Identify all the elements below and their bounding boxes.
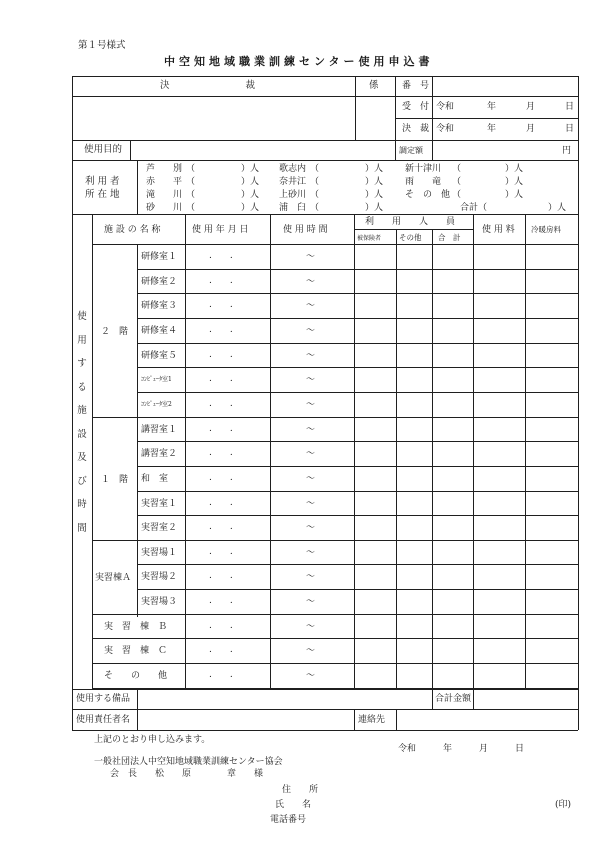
room-name: ｺﾝﾋﾟｭｰﾀ室2 (141, 401, 172, 408)
purpose-field[interactable] (131, 141, 394, 159)
room-name: 実 習 棟 Ｃ (104, 646, 168, 656)
responsible-label: 使用責任者名 (76, 715, 131, 725)
paren-person: ）人 (365, 203, 384, 213)
applicant-name-label: 氏 名 (275, 800, 312, 810)
row-divider (137, 491, 578, 492)
paren-person: ）人 (241, 164, 260, 174)
time-range-tilde[interactable]: ～ (306, 400, 316, 410)
era-label: 令和 (436, 102, 455, 112)
room-name: 研修室３ (141, 301, 178, 311)
date-placeholder[interactable]: . . (209, 473, 233, 483)
date-placeholder[interactable]: . . (209, 596, 233, 606)
equipment-label: 使用する備品 (76, 694, 131, 704)
date-placeholder[interactable]: . . (209, 276, 233, 286)
city-takikawa: 滝 川 (146, 190, 183, 200)
room-name: そ の 他 (104, 671, 168, 681)
day-label: 日 (565, 124, 575, 134)
room-name: ｺﾝﾋﾟｭｰﾀ室1 (141, 376, 172, 383)
room-name: 実習室２ (141, 523, 178, 533)
room-name: 研修室１ (141, 252, 178, 262)
row-divider (92, 614, 578, 615)
date-placeholder[interactable]: . . (209, 547, 233, 557)
date-placeholder[interactable]: . . (209, 399, 233, 409)
side-label-char: 使 (77, 311, 87, 322)
contact-label: 連絡先 (358, 715, 386, 725)
room-name: 講習室１ (141, 425, 178, 435)
time-range-tilde[interactable]: ～ (306, 646, 316, 656)
phone-label: 電話番号 (270, 815, 307, 825)
room-name: 研修室５ (141, 351, 178, 361)
paren: （ (186, 164, 196, 174)
date-placeholder[interactable]: . . (209, 424, 233, 434)
row-divider (137, 515, 578, 516)
purpose-label: 使用目的 (84, 144, 123, 155)
room-name: 実習場３ (141, 597, 178, 607)
usage-date-header: 使 用 年 月 日 (192, 225, 249, 235)
era-label: 令和 (436, 124, 455, 134)
paren: （ (310, 177, 320, 187)
facility-time-side-label (75, 305, 89, 540)
time-range-tilde[interactable]: ～ (306, 499, 316, 509)
side-label-char: 間 (77, 522, 87, 534)
city-shintotsukawa: 新十津川 (405, 164, 442, 174)
paren: （ (310, 203, 320, 213)
row-divider (92, 638, 578, 639)
city-akabira: 赤 平 (146, 177, 183, 187)
city-sunagawa: 砂 川 (146, 203, 183, 213)
paren: （ (452, 177, 462, 187)
insured-header: 被保険者 (357, 235, 382, 242)
year-label: 年 (487, 102, 497, 112)
time-range-tilde[interactable]: ～ (306, 671, 316, 681)
room-name: 実 習 棟 Ｂ (104, 622, 168, 632)
time-range-tilde[interactable]: ～ (306, 425, 316, 435)
city-uryu: 雨 竜 (405, 177, 442, 187)
group-floor-2: ２ 階 (101, 327, 129, 337)
paren-person: ）人 (505, 177, 524, 187)
city-naie: 奈井江 (279, 177, 307, 187)
side-label-char: 用 (77, 334, 87, 346)
room-name: 和 室 (141, 474, 169, 484)
side-label-char: び (77, 475, 87, 487)
president-name: 会 長 松 原 章 様 (110, 769, 264, 779)
fee-header: 使 用 料 (482, 225, 515, 235)
room-name: 実習場１ (141, 548, 178, 558)
staff-label: 係 (369, 80, 379, 91)
room-name: 研修室２ (141, 277, 178, 287)
time-range-tilde[interactable]: ～ (306, 301, 316, 311)
paren-person: ）人 (241, 203, 260, 213)
date-placeholder[interactable]: . . (209, 325, 233, 335)
paren-person: ）人 (241, 190, 260, 200)
form-number: 第１号様式 (78, 40, 126, 51)
time-range-tilde[interactable]: ～ (306, 622, 316, 632)
row-divider (137, 367, 578, 368)
row-divider (137, 441, 578, 442)
time-range-tilde[interactable]: ～ (306, 351, 316, 361)
row-divider (137, 343, 578, 344)
side-label-char: 設 (77, 428, 87, 440)
time-range-tilde[interactable]: ～ (306, 326, 316, 336)
heating-fee-header: 冷暖房料 (531, 225, 561, 234)
month-label: 月 (526, 124, 536, 134)
paren: （ (452, 164, 462, 174)
row-divider (137, 293, 578, 294)
responsible-field[interactable] (138, 710, 353, 729)
side-label-char: す (77, 358, 87, 369)
date-placeholder[interactable]: . . (209, 350, 233, 360)
yen-label: 円 (562, 146, 572, 156)
paren: （ (452, 190, 462, 200)
page-title: 中空知地域職業訓練センター使用申込書 (164, 55, 434, 68)
row-divider (137, 318, 578, 319)
time-range-tilde[interactable]: ～ (306, 548, 316, 558)
row-divider (137, 269, 578, 270)
row-divider (137, 392, 578, 393)
date-placeholder[interactable]: . . (209, 498, 233, 508)
time-range-tilde[interactable]: ～ (306, 523, 316, 533)
date-placeholder[interactable]: . . (209, 300, 233, 310)
date-placeholder[interactable]: . . (209, 571, 233, 581)
paren-person: ）人 (505, 164, 524, 174)
date-placeholder[interactable]: . . (209, 621, 233, 631)
room-name: 研修室４ (141, 326, 178, 336)
time-range-tilde[interactable]: ～ (306, 572, 316, 582)
total-header: 合 計 (438, 233, 461, 242)
city-kamisunagawa: 上砂川 (279, 190, 307, 200)
side-label-char: 施 (77, 405, 87, 416)
received-label: 受 付 (402, 102, 430, 112)
city-other: そ の 他 (405, 190, 451, 200)
date-placeholder[interactable]: . . (209, 448, 233, 458)
time-range-tilde[interactable]: ～ (306, 474, 316, 484)
room-name: 講習室２ (141, 449, 178, 459)
side-label-char: 時 (77, 499, 87, 510)
room-name: 実習室１ (141, 499, 178, 509)
paren-person: ）人 (365, 190, 384, 200)
total-unit: ）人 (548, 203, 567, 213)
row-divider (137, 466, 578, 467)
total-amount-label: 合計金額 (435, 694, 472, 704)
time-range-tilde[interactable]: ～ (306, 252, 316, 262)
year-label: 年 (487, 124, 497, 134)
number-label: 番 号 (402, 81, 430, 91)
paren: （ (310, 190, 320, 200)
row-divider (92, 540, 578, 541)
other-header: その他 (399, 233, 422, 242)
assessed-amount-label: 調定額 (399, 146, 423, 155)
approved-label: 決 裁 (402, 124, 430, 134)
side-label-char: る (77, 381, 87, 393)
users-header: 利 用 人 員 (365, 217, 456, 227)
contact-field[interactable] (397, 710, 577, 729)
month-label: 月 (526, 102, 536, 112)
row-divider (92, 417, 578, 418)
location-label: 所 在 地 (85, 189, 120, 200)
paren-person: ）人 (365, 177, 384, 187)
total-label: 合計（ (460, 203, 488, 213)
row-divider (137, 564, 578, 565)
side-label-char: 及 (77, 452, 87, 463)
equipment-field[interactable] (138, 690, 431, 708)
application-date: 令和 年 月 日 (398, 744, 525, 754)
seal-mark: (印) (555, 800, 572, 810)
date-placeholder[interactable]: . . (209, 522, 233, 532)
statement: 上記のとおり申し込みます。 (94, 735, 211, 745)
paren: （ (310, 164, 320, 174)
total-amount-field[interactable] (474, 690, 577, 708)
time-range-tilde[interactable]: ～ (306, 449, 316, 459)
group-building-a: 実習棟Ａ (95, 573, 132, 583)
organization-name: 一般社団法人中空知地域職業訓練センター協会 (94, 757, 283, 767)
city-urausu: 浦 臼 (279, 203, 307, 213)
paren-person: ）人 (241, 177, 260, 187)
day-label: 日 (565, 102, 575, 112)
date-placeholder[interactable]: . . (209, 645, 233, 655)
paren: （ (186, 203, 196, 213)
time-range-tilde[interactable]: ～ (306, 375, 316, 385)
group-floor-1: １ 階 (101, 475, 129, 485)
room-name: 実習場２ (141, 572, 178, 582)
paren: （ (186, 190, 196, 200)
facility-name-header: 施 設 の 名 称 (104, 225, 161, 235)
row-divider (92, 663, 578, 664)
approval-label: 決 裁 (160, 80, 256, 91)
city-utashinai: 歌志内 (279, 164, 307, 174)
address-label: 住 所 (282, 785, 319, 795)
paren-person: ）人 (365, 164, 384, 174)
time-range-tilde[interactable]: ～ (306, 277, 316, 287)
paren: （ (186, 177, 196, 187)
usage-time-header: 使 用 時 間 (283, 225, 328, 235)
row-divider (137, 589, 578, 590)
user-label: 利 用 者 (85, 176, 120, 187)
time-range-tilde[interactable]: ～ (306, 597, 316, 607)
paren-person: ）人 (505, 190, 524, 200)
date-placeholder[interactable]: . . (209, 251, 233, 261)
city-ashibetsu: 芦 別 (146, 164, 183, 174)
date-placeholder[interactable]: . . (209, 670, 233, 680)
date-placeholder[interactable]: . . (209, 374, 233, 384)
